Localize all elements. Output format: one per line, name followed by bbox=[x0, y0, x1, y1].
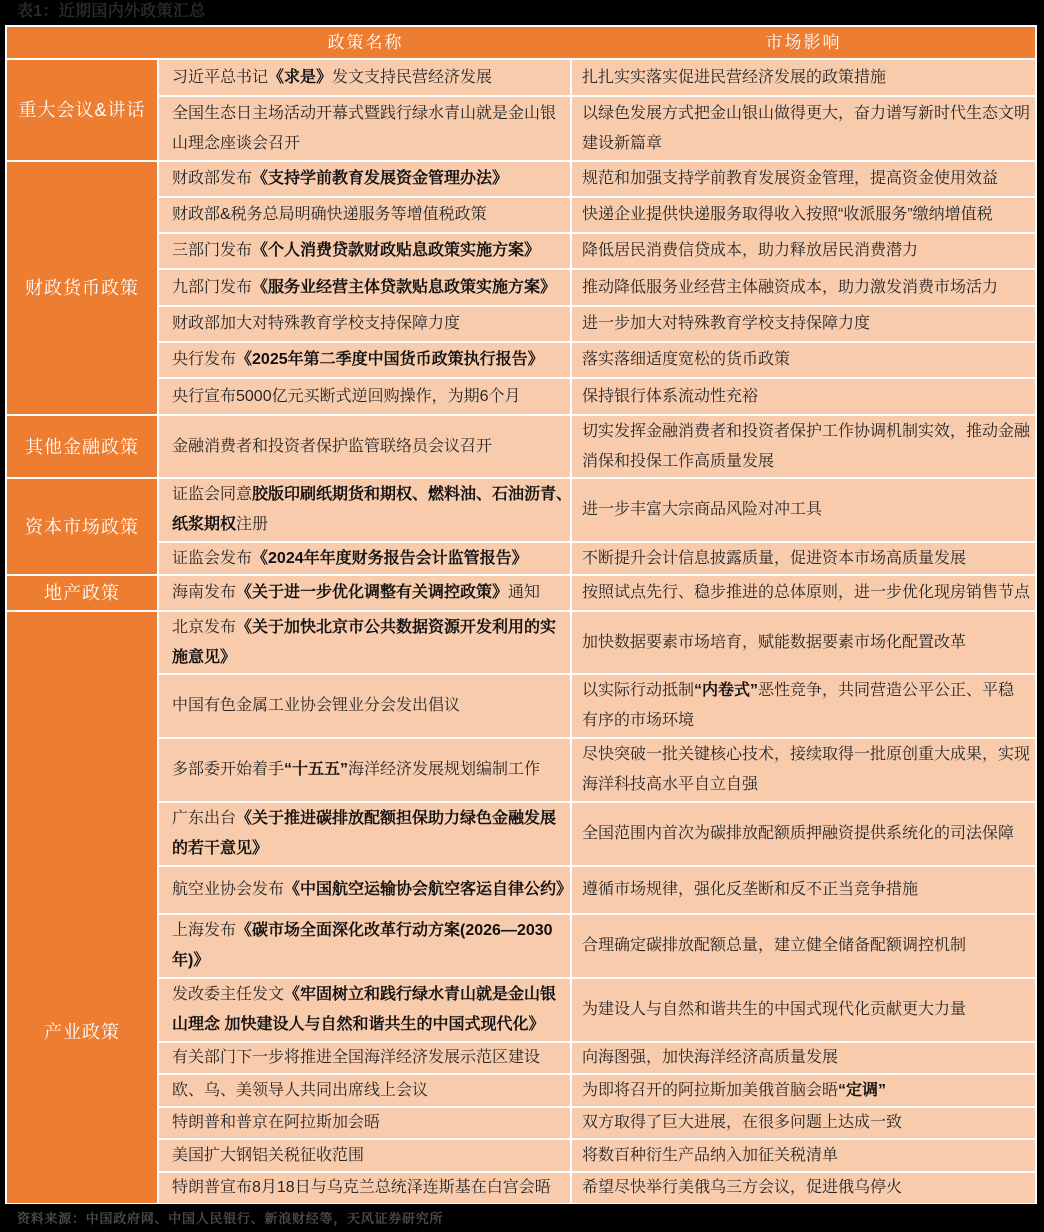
cell-text bbox=[582, 345, 790, 375]
text-segment: 按照试点先行、稳步推进的总体原则，进一步优化现房销售节点 bbox=[582, 584, 1031, 601]
policy-name-cell bbox=[159, 803, 570, 865]
cell-text bbox=[582, 819, 1014, 849]
text-line bbox=[582, 1141, 838, 1171]
policy-name-cell bbox=[159, 979, 570, 1041]
text-line bbox=[582, 99, 1030, 129]
text-line bbox=[582, 273, 998, 303]
policy-table bbox=[5, 25, 1037, 1204]
cell-text bbox=[582, 676, 1014, 736]
text-line bbox=[582, 1108, 902, 1138]
text-line bbox=[582, 706, 1014, 736]
cell-text bbox=[582, 544, 966, 574]
text-line bbox=[172, 980, 556, 1010]
market-impact-cell bbox=[572, 979, 1035, 1041]
text-segment: 欧、乌、美领导人共同出席线上会议 bbox=[172, 1081, 429, 1099]
text-segment: 上海发布 bbox=[172, 922, 237, 939]
text-segment: 遵循市场规律，强化反垄断和反不正当竞争措施 bbox=[582, 881, 919, 898]
text-segment: 发文支持民营经济发展 bbox=[332, 68, 493, 86]
cell-text bbox=[172, 309, 460, 339]
market-impact-cell bbox=[572, 162, 1035, 196]
text-segment: 证监会发布 bbox=[172, 549, 253, 567]
text-segment: 有序的市场环境 bbox=[582, 712, 695, 729]
text-segment: 特朗普和普京在阿拉斯加会晤 bbox=[172, 1114, 381, 1131]
cell-text bbox=[172, 99, 556, 159]
text-line bbox=[172, 613, 556, 643]
text-line bbox=[582, 931, 966, 961]
text-segment: 为建设人与自然和谐共生的中国式现代化贡献更大力量 bbox=[582, 1001, 967, 1018]
text-line bbox=[172, 691, 460, 721]
policy-name-cell bbox=[159, 739, 570, 801]
text-segment: 扎扎实实落实促进民营经济发展的政策措施 bbox=[582, 68, 887, 86]
category-label: 资本市场政策 bbox=[25, 516, 139, 537]
cell-text bbox=[172, 916, 553, 976]
text-segment: 为即将召开的阿拉斯加美俄首脑会晤 bbox=[582, 1081, 839, 1099]
policy-name-cell bbox=[159, 867, 573, 913]
category-label: 产业政策 bbox=[44, 1022, 120, 1042]
bold-text-segment: 《服务业经营主体贷款贴息政策实施方案》 bbox=[252, 278, 557, 296]
bold-text-segment: 胶版印刷纸期货和期权、燃料油、石油沥青、 bbox=[252, 486, 573, 503]
text-line bbox=[582, 129, 1030, 159]
cell-text bbox=[582, 200, 993, 230]
cell-text bbox=[582, 1108, 902, 1138]
market-impact-cell bbox=[572, 1140, 1035, 1171]
cell-text bbox=[582, 309, 870, 339]
market-impact-cell bbox=[572, 97, 1035, 160]
text-line bbox=[582, 995, 966, 1025]
cell-text bbox=[172, 382, 521, 412]
cell-text bbox=[172, 1108, 380, 1138]
market-impact-cell bbox=[572, 60, 1035, 95]
category-label: 地产政策 bbox=[44, 583, 120, 603]
bold-text-segment: “内卷式” bbox=[694, 682, 759, 699]
policy-name-cell bbox=[159, 60, 570, 95]
market-impact-cell bbox=[572, 739, 1035, 801]
text-line bbox=[172, 755, 540, 785]
category-cell bbox=[7, 162, 157, 414]
cell-text bbox=[172, 164, 508, 194]
policy-name-cell bbox=[159, 675, 570, 737]
text-line bbox=[172, 63, 492, 93]
text-line bbox=[172, 382, 521, 412]
text-segment: 注册 bbox=[236, 516, 269, 533]
text-segment: 央行发布 bbox=[172, 351, 237, 368]
text-line bbox=[582, 63, 886, 93]
text-line bbox=[582, 309, 870, 339]
cell-text bbox=[172, 273, 556, 303]
bold-text-segment: 《牢固树立和践行绿水青山就是金山银 bbox=[284, 986, 557, 1003]
text-line bbox=[172, 432, 492, 462]
market-impact-cell bbox=[572, 1108, 1035, 1138]
policy-name-cell bbox=[159, 1043, 570, 1073]
bold-text-segment: 山理念 加快建设人与自然和谐共生的中国式现代化》 bbox=[172, 1016, 545, 1033]
text-segment: 恶性竞争，共同营造公平公正、平稳 bbox=[758, 682, 1015, 699]
category-cell bbox=[7, 479, 157, 574]
text-segment: 财政部加大对特殊教育学校支持保障力度 bbox=[172, 315, 461, 332]
text-segment: 推动降低服务业经营主体融资成本，助力激发消费市场活力 bbox=[582, 278, 999, 296]
text-line bbox=[172, 946, 553, 976]
text-line bbox=[172, 544, 528, 574]
cell-text bbox=[172, 804, 556, 864]
cell-text bbox=[582, 417, 1030, 477]
text-line bbox=[582, 544, 966, 574]
bold-text-segment: 《个人消费贷款财政贴息政策实施方案》 bbox=[252, 242, 541, 259]
text-line bbox=[172, 309, 460, 339]
text-segment: 习近平总书记 bbox=[172, 68, 269, 86]
text-segment: 发改委主任发文 bbox=[172, 986, 285, 1003]
header-market-impact: 市场影响 bbox=[765, 32, 842, 52]
text-line bbox=[172, 1108, 380, 1138]
cell-text bbox=[582, 382, 758, 412]
text-line bbox=[172, 1076, 428, 1106]
text-line bbox=[172, 510, 572, 540]
cell-text bbox=[172, 755, 540, 785]
bold-text-segment: 《2024年年度财务报告会计监管报告》 bbox=[252, 549, 528, 567]
cell-text bbox=[582, 740, 1030, 800]
market-impact-cell bbox=[572, 270, 1035, 305]
text-segment: 以实际行动抵制 bbox=[582, 682, 695, 699]
text-line bbox=[582, 819, 1014, 849]
text-line bbox=[172, 643, 556, 673]
bold-text-segment: 纸浆期权 bbox=[172, 516, 237, 533]
policy-name-cell bbox=[159, 198, 570, 232]
policy-name-cell bbox=[159, 270, 570, 305]
policy-name-cell bbox=[159, 915, 570, 977]
policy-name-cell bbox=[159, 576, 570, 610]
market-impact-cell bbox=[572, 915, 1035, 977]
category-label: 重大会议&讲话 bbox=[18, 100, 146, 120]
text-segment: 合理确定碳排放配额总量，建立健全储备配额调控机制 bbox=[582, 937, 967, 954]
text-line bbox=[172, 804, 556, 834]
text-segment: 全国范围内首次为碳排放配额质押融资提供系统化的司法保障 bbox=[582, 825, 1015, 842]
text-line bbox=[582, 447, 1030, 477]
cell-text bbox=[582, 578, 1030, 608]
text-line bbox=[582, 236, 918, 266]
text-segment: 中国有色金属工业协会锂业分会发出倡议 bbox=[172, 697, 461, 714]
policy-name-cell bbox=[159, 1173, 570, 1203]
cell-text bbox=[172, 578, 540, 608]
cell-text bbox=[172, 691, 460, 721]
bold-text-segment: “定调” bbox=[838, 1081, 887, 1099]
cell-text bbox=[172, 1076, 428, 1106]
bold-text-segment: 《求是》 bbox=[268, 68, 333, 86]
text-line bbox=[582, 417, 1030, 447]
policy-name-cell bbox=[159, 97, 570, 160]
text-line bbox=[172, 1141, 364, 1171]
table-header bbox=[7, 27, 1035, 58]
text-line bbox=[172, 875, 572, 905]
text-line bbox=[582, 1043, 838, 1073]
table-title: 表1：近期国内外政策汇总 bbox=[17, 3, 206, 20]
cell-text bbox=[172, 1173, 551, 1203]
text-line bbox=[582, 875, 918, 905]
market-impact-cell bbox=[572, 612, 1035, 673]
text-line bbox=[172, 345, 544, 375]
bold-text-segment: 《关于推进碳排放配额担保助力绿色金融发展 bbox=[236, 810, 557, 827]
cell-text bbox=[582, 495, 822, 525]
category-label: 其他金融政策 bbox=[25, 436, 139, 457]
text-segment: 特朗普宣布8月18日与乌克兰总统泽连斯基在白宫会晤 bbox=[172, 1179, 551, 1196]
market-impact-cell bbox=[572, 198, 1035, 232]
bold-text-segment: 《2025年第二季度中国货币政策执行报告》 bbox=[236, 351, 544, 368]
market-impact-cell bbox=[572, 675, 1035, 737]
text-segment: 财政部&税务总局明确快递服务等增值税政策 bbox=[172, 206, 487, 223]
text-line bbox=[172, 480, 572, 510]
cell-text bbox=[172, 200, 487, 230]
text-line bbox=[172, 129, 556, 159]
text-line bbox=[172, 236, 540, 266]
market-impact-cell bbox=[572, 803, 1035, 865]
text-segment: 航空业协会发布 bbox=[172, 881, 285, 898]
text-segment: 央行宣布5000亿元买断式逆回购操作，为期6个月 bbox=[172, 387, 521, 405]
text-line bbox=[172, 200, 487, 230]
text-line bbox=[172, 834, 556, 864]
cell-text bbox=[582, 1141, 838, 1171]
policy-name-cell bbox=[159, 612, 570, 673]
category-cell bbox=[7, 416, 157, 477]
market-impact-cell bbox=[572, 307, 1035, 341]
source-note: 资料来源：中国政府网、中国人民银行、新浪财经等，天风证券研究所 bbox=[17, 1211, 444, 1226]
text-segment: 海洋科技高水平自立自强 bbox=[582, 776, 759, 793]
market-impact-cell bbox=[572, 543, 1035, 574]
text-segment: 海南发布 bbox=[172, 584, 237, 601]
text-line bbox=[172, 1010, 556, 1040]
cell-text bbox=[582, 164, 998, 194]
header-policy-name: 政策名称 bbox=[327, 32, 404, 52]
text-segment: 通知 bbox=[508, 584, 541, 601]
text-line bbox=[582, 200, 993, 230]
text-line bbox=[172, 273, 556, 303]
text-segment: 进一步加大对特殊教育学校支持保障力度 bbox=[582, 315, 871, 332]
cell-text bbox=[582, 1173, 902, 1203]
cell-text bbox=[582, 931, 966, 961]
text-segment: 消保和投保工作高质量发展 bbox=[582, 452, 775, 470]
cell-text bbox=[172, 875, 572, 905]
cell-text bbox=[582, 1076, 886, 1106]
text-segment: 规范和加强支持学前教育发展资金管理，提高资金使用效益 bbox=[582, 170, 999, 187]
bold-text-segment: 年)》 bbox=[172, 952, 210, 969]
text-segment: 金融消费者和投资者保护监管联络员会议召开 bbox=[172, 437, 493, 455]
cell-text bbox=[582, 875, 918, 905]
bold-text-segment: 《关于加快北京市公共数据资源开发利用的实 bbox=[236, 618, 557, 636]
text-line bbox=[172, 578, 540, 608]
cell-text bbox=[582, 99, 1030, 159]
cell-text bbox=[172, 613, 556, 673]
market-impact-cell bbox=[572, 1043, 1035, 1073]
market-impact-cell bbox=[572, 1075, 1035, 1106]
text-segment: 三部门发布 bbox=[172, 242, 253, 259]
text-line bbox=[582, 1173, 902, 1203]
policy-name-cell bbox=[159, 379, 570, 414]
text-segment: 广东出台 bbox=[172, 810, 237, 827]
text-segment: 全国生态日主场活动开幕式暨践行绿水青山就是金山银 bbox=[172, 104, 557, 122]
cell-text bbox=[172, 544, 528, 574]
policy-name-cell bbox=[159, 1108, 570, 1138]
text-line bbox=[582, 495, 822, 525]
text-line bbox=[172, 164, 508, 194]
bold-text-segment: 的若干意见》 bbox=[172, 840, 269, 857]
text-segment: 财政部发布 bbox=[172, 170, 253, 187]
bold-text-segment: 《中国航空运输协会航空客运自律公约》 bbox=[284, 881, 573, 898]
cell-text bbox=[172, 63, 492, 93]
text-segment: 降低居民消费信贷成本，助力释放居民消费潜力 bbox=[582, 242, 919, 259]
text-segment: 九部门发布 bbox=[172, 278, 253, 296]
text-line bbox=[172, 916, 553, 946]
policy-name-cell bbox=[159, 307, 570, 341]
text-segment: 加快数据要素市场培育，赋能数据要素市场化配置改革 bbox=[582, 633, 967, 651]
cell-text bbox=[172, 236, 540, 266]
text-segment: 有关部门下一步将推进全国海洋经济发展示范区建设 bbox=[172, 1049, 541, 1066]
market-impact-cell bbox=[572, 576, 1035, 610]
cell-text bbox=[172, 345, 544, 375]
bold-text-segment: 《碳市场全面深化改革行动方案(2026—2030 bbox=[236, 922, 553, 939]
text-segment: 以绿色发展方式把金山银山做得更大，奋力谱写新时代生态文明 bbox=[582, 104, 1031, 122]
cell-text bbox=[582, 995, 966, 1025]
text-segment: 切实发挥金融消费者和投资者保护工作协调机制实效，推动金融 bbox=[582, 422, 1031, 440]
policy-name-cell bbox=[159, 234, 570, 268]
cell-text bbox=[582, 236, 918, 266]
market-impact-cell bbox=[572, 234, 1035, 268]
text-line bbox=[582, 628, 966, 658]
text-line bbox=[582, 164, 998, 194]
cell-text bbox=[582, 273, 998, 303]
text-line bbox=[582, 1076, 886, 1106]
category-cell bbox=[7, 576, 157, 610]
text-segment: 尽快突破一批关键核心技术，接续取得一批原创重大成果，实现 bbox=[582, 746, 1031, 763]
cell-text bbox=[582, 63, 886, 93]
market-impact-cell bbox=[572, 416, 1035, 477]
text-segment: 建设新篇章 bbox=[582, 134, 663, 152]
market-impact-cell bbox=[572, 479, 1035, 541]
bold-text-segment: 《支持学前教育发展资金管理办法》 bbox=[252, 170, 509, 187]
category-cell bbox=[7, 612, 157, 1203]
text-segment: 北京发布 bbox=[172, 618, 237, 636]
cell-text bbox=[172, 1141, 364, 1171]
policy-name-cell bbox=[159, 479, 573, 541]
text-line bbox=[172, 99, 556, 129]
policy-name-cell bbox=[159, 543, 570, 574]
text-segment: 向海图强，加快海洋经济高质量发展 bbox=[582, 1049, 839, 1066]
cell-text bbox=[582, 628, 966, 658]
bold-text-segment: 《关于进一步优化调整有关调控政策》 bbox=[236, 584, 509, 601]
market-impact-cell bbox=[572, 1173, 1035, 1203]
text-segment: 美国扩大钢铝关税征收范围 bbox=[172, 1146, 365, 1164]
text-segment: 双方取得了巨大进展，在很多问题上达成一致 bbox=[582, 1114, 903, 1131]
market-impact-cell bbox=[572, 343, 1035, 377]
policy-name-cell bbox=[159, 162, 570, 196]
text-segment: 保持银行体系流动性充裕 bbox=[582, 387, 759, 405]
text-segment: 快递企业提供快递服务取得收入按照“收派服务”缴纳增值税 bbox=[582, 206, 993, 223]
text-segment: 山理念座谈会召开 bbox=[172, 134, 301, 152]
policy-name-cell bbox=[159, 1075, 570, 1106]
category-cell bbox=[7, 60, 157, 160]
market-impact-cell bbox=[572, 379, 1035, 414]
text-segment: 证监会同意 bbox=[172, 486, 253, 503]
text-segment: 希望尽快举行美俄乌三方会议，促进俄乌停火 bbox=[582, 1179, 903, 1196]
text-line bbox=[582, 578, 1030, 608]
cell-text bbox=[172, 1043, 540, 1073]
text-segment: 海洋经济发展规划编制工作 bbox=[348, 761, 541, 778]
text-line bbox=[582, 770, 1030, 800]
policy-name-cell bbox=[159, 343, 570, 377]
cell-text bbox=[582, 1043, 838, 1073]
cell-text bbox=[172, 480, 572, 540]
bold-text-segment: “十五五” bbox=[284, 761, 349, 778]
text-line bbox=[582, 382, 758, 412]
policy-name-cell bbox=[159, 1140, 570, 1171]
text-segment: 不断提升会计信息披露质量，促进资本市场高质量发展 bbox=[582, 549, 967, 567]
bold-text-segment: 施意见》 bbox=[172, 648, 237, 666]
cell-text bbox=[172, 432, 492, 462]
text-line bbox=[582, 676, 1014, 706]
text-segment: 多部委开始着手 bbox=[172, 761, 285, 778]
market-impact-cell bbox=[572, 867, 1035, 913]
text-line bbox=[172, 1173, 551, 1203]
text-segment: 落实落细适度宽松的货币政策 bbox=[582, 351, 791, 368]
text-segment: 进一步丰富大宗商品风险对冲工具 bbox=[582, 501, 823, 518]
text-segment: 将数百种衍生产品纳入加征关税清单 bbox=[582, 1146, 839, 1164]
cell-text bbox=[172, 980, 556, 1040]
text-line bbox=[582, 345, 790, 375]
category-label: 财政货币政策 bbox=[25, 278, 139, 298]
text-line bbox=[172, 1043, 540, 1073]
text-line bbox=[582, 740, 1030, 770]
policy-name-cell bbox=[159, 416, 570, 477]
